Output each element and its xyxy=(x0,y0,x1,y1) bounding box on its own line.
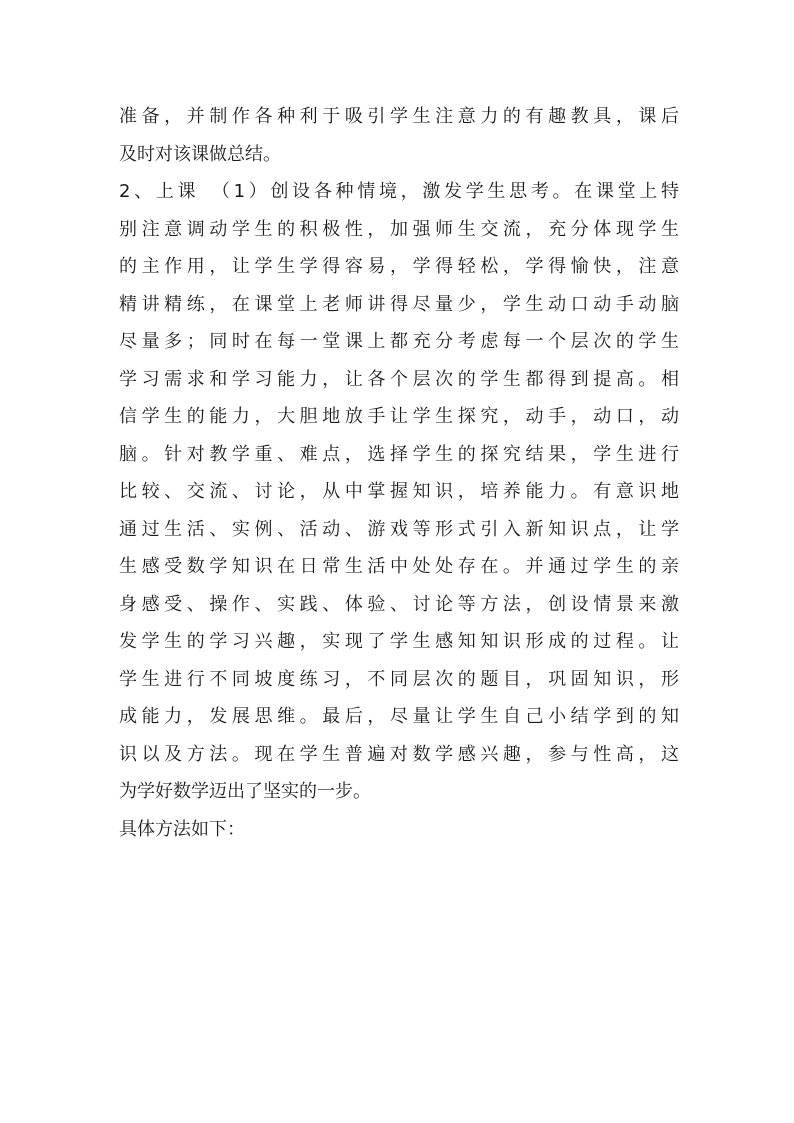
text-line: 的主作用，让学生学得容易，学得轻松，学得愉快，注意 xyxy=(119,256,679,277)
text-line: 身感受、操作、实践、体验、讨论等方法，创设情景来激 xyxy=(119,593,679,615)
text-line: 为学好数学迈出了坚实的一步。 xyxy=(119,781,371,802)
text-line: 脑。针对教学重、难点，选择学生的探究结果，学生进行 xyxy=(119,443,679,465)
text-line: 比较、交流、讨论，从中掌握知识，培养能力。有意识地 xyxy=(119,481,679,502)
text-line: 信学生的能力，大胆地放手让学生探究，动手，动口，动 xyxy=(119,406,679,427)
text-line: 识以及方法。现在学生普遍对数学感兴趣，参与性高，这 xyxy=(119,743,679,765)
body-text xyxy=(119,98,679,848)
text-line: 精讲精练，在课堂上老师讲得尽量少，学生动口动手动脑 xyxy=(119,293,679,315)
text-line: 发学生的学习兴趣，实现了学生感知知识形成的过程。让 xyxy=(119,631,679,652)
text-line: 尽量多；同时在每一堂课上都充分考虑每一个层次的学生 xyxy=(119,331,679,352)
text-line: 具体方法如下： xyxy=(119,818,245,840)
text-line: 成能力，发展思维。最后，尽量让学生自己小结学到的知 xyxy=(119,706,679,727)
text-line: 及时对该课做总结。 xyxy=(119,143,281,165)
text-line: 学生进行不同坡度练习，不同层次的题目，巩固知识，形 xyxy=(119,668,679,690)
text-line: 通过生活、实例、活动、游戏等形式引入新知识点，让学 xyxy=(119,518,679,540)
text-line: 准备，并制作各种利于吸引学生注意力的有趣教具，课后 xyxy=(119,106,679,127)
text-line: 学习需求和学习能力，让各个层次的学生都得到提高。相 xyxy=(119,368,679,390)
text-line: 2、上课 （1）创设各种情境，激发学生思考。在课堂上特 xyxy=(119,181,679,202)
text-line: 生感受数学知识在日常生活中处处存在。并通过学生的亲 xyxy=(119,556,679,577)
text-line: 别注意调动学生的积极性，加强师生交流，充分体现学生 xyxy=(119,218,679,240)
